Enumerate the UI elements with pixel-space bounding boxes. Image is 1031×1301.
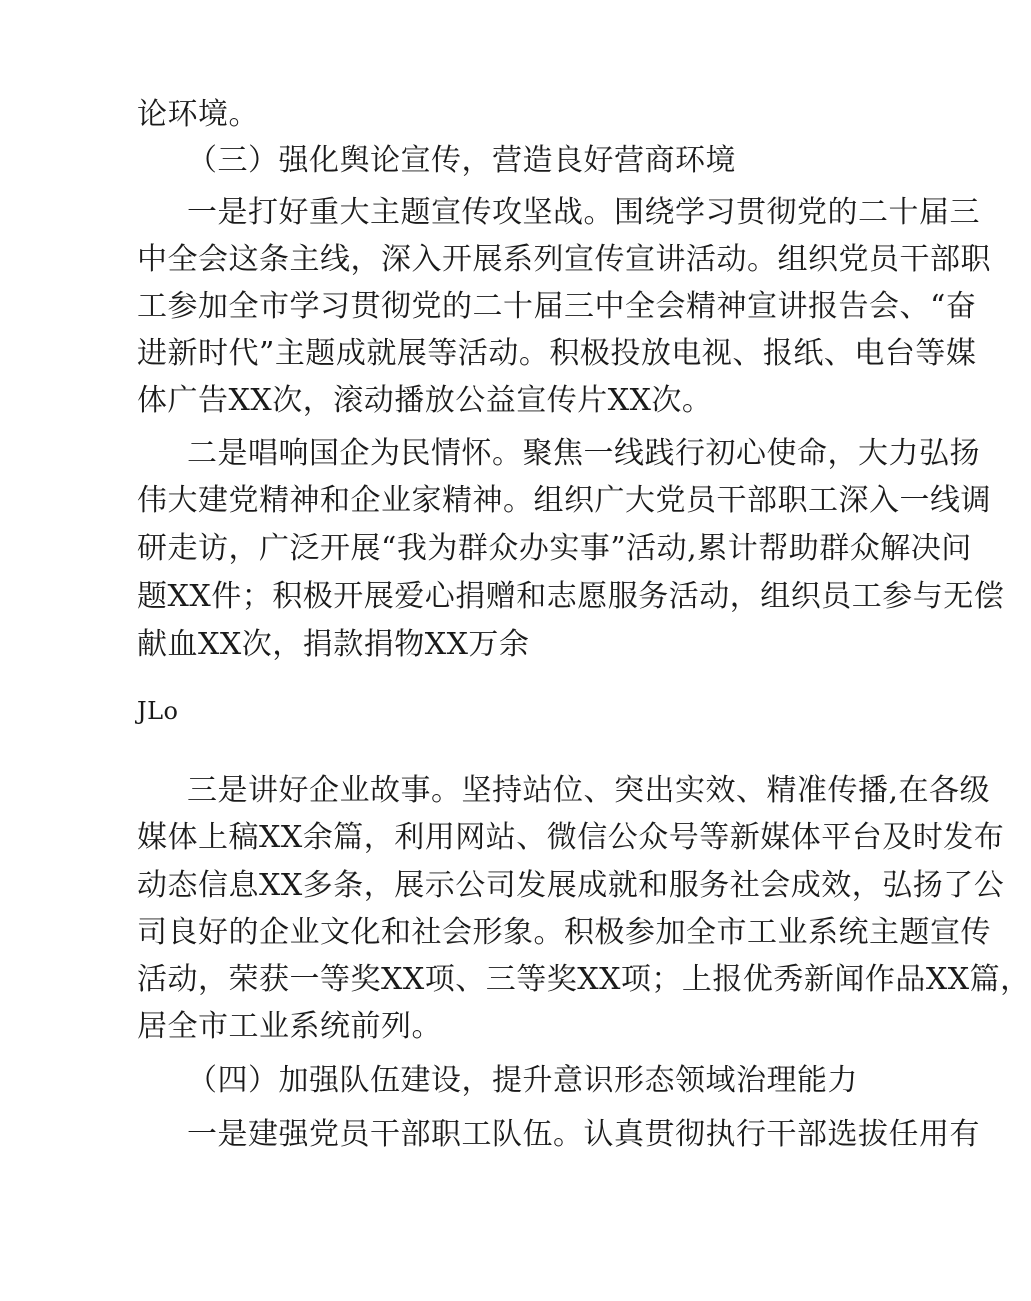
paragraph-line: 中全会这条主线，深入开展系列宣传宣讲活动。组织党员干部职 (137, 242, 991, 277)
paragraph-line: 一是建强党员干部职工队伍。认真贯彻执行干部选拔任用有 (187, 1117, 980, 1152)
paragraph-line: 献血XX次，捐款捐物XX万余 (137, 627, 530, 662)
section-heading-3: （三）强化舆论宣传，营造良好营商环境 (187, 143, 736, 178)
section-heading-4: （四）加强队伍建设，提升意识形态领域治理能力 (187, 1063, 858, 1098)
paragraph-line: 研走访，广泛开展“我为群众办实事”活动,累计帮助群众解决问 (137, 531, 972, 566)
paragraph-line: 居全市工业系统前列。 (137, 1009, 442, 1044)
paragraph-line: 一是打好重大主题宣传攻坚战。围绕学习贯彻党的二十届三 (187, 195, 980, 230)
paragraph-line: 进新时代”主题成就展等活动。积极投放电视、报纸、电台等媒 (137, 336, 977, 371)
paragraph-line: 题XX件；积极开展爱心捐赠和志愿服务活动，组织员工参与无偿 (137, 579, 1005, 614)
paragraph-line: 活动，荣获一等奖XX项、三等奖XX项；上报优秀新闻作品XX篇， (137, 962, 1031, 997)
paragraph-line: 工参加全市学习贯彻党的二十届三中全会精神宣讲报告会、“奋 (137, 289, 977, 324)
paragraph-line: 媒体上稿XX余篇，利用网站、微信公众号等新媒体平台及时发布 (137, 820, 1005, 855)
stray-text: JLo (137, 697, 179, 725)
paragraph-line: 动态信息XX多条，展示公司发展成就和服务社会成效，弘扬了公 (137, 868, 1005, 903)
paragraph-line: 伟大建党精神和企业家精神。组织广大党员干部职工深入一线调 (137, 483, 991, 518)
paragraph-line: 司良好的企业文化和社会形象。积极参加全市工业系统主题宣传 (137, 915, 991, 950)
paragraph-line: 二是唱响国企为民情怀。聚焦一线践行初心使命，大力弘扬 (187, 436, 980, 471)
paragraph-line: 体广告XX次，滚动播放公益宣传片XX次。 (137, 383, 713, 418)
paragraph-line: 三是讲好企业故事。坚持站位、突出实效、精准传播,在各级 (187, 773, 991, 808)
paragraph-line: 论环境。 (137, 97, 259, 132)
